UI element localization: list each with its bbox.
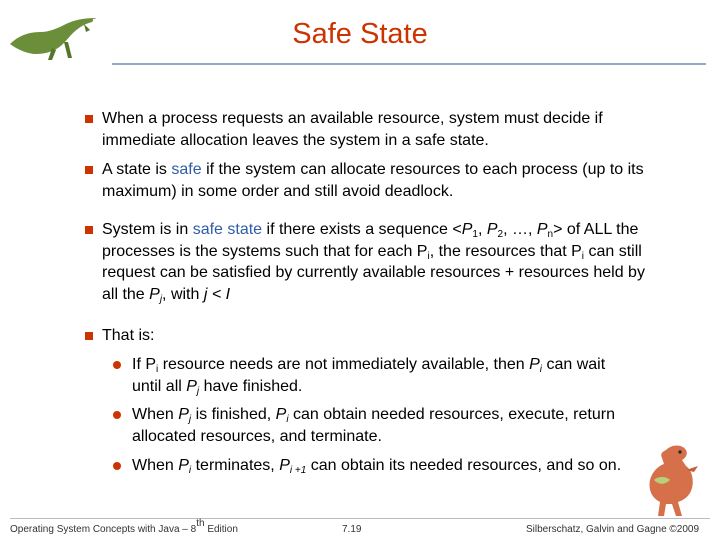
- round-bullet-icon: [113, 411, 121, 419]
- round-bullet-icon: [113, 361, 121, 369]
- square-bullet-icon: [85, 226, 93, 234]
- bullet-2-text: A state is safe if the system can allocate resources to each process (up to its maximum) in some order and still avoid deadlock.: [102, 161, 644, 200]
- bullet-1-text: When a process requests an available resource, system must decide if immediate allocation leaves the system in a safe state.: [102, 110, 603, 149]
- round-bullet-icon: [113, 462, 121, 470]
- term-safe-state: safe state: [192, 221, 263, 238]
- footer-left: Operating System Concepts with Java – 8th Edition: [10, 518, 238, 535]
- bullet-3-text: System is in safe state if there exists a sequence $<P_1$, $P_2$, …, $P_n>$ of ALL the processes is the systems such that for each $P_i$, the resources that $P_i$ can still request can be satisfied by currently available resources + resources held by all the $P_j$, with j < I: [102, 221, 645, 305]
- footer-divider: [10, 518, 710, 519]
- sub-bullet-2-text: When $P_j$ is finished, $P_i$ can obtain needed resources, execute, return allocated resources, and terminate.: [132, 406, 615, 445]
- footer-page-number: 7.19: [342, 524, 362, 535]
- dinosaur-mascot-icon: [636, 440, 704, 518]
- square-bullet-icon: [85, 166, 93, 174]
- square-bullet-icon: [85, 115, 93, 123]
- sub-bullet-3-text: When $P_i$ terminates, $P_{i +1}$ can obtain its needed resources, and so on.: [132, 457, 622, 476]
- bullet-4-text: That is:: [102, 327, 155, 344]
- term-safe: safe: [171, 161, 202, 178]
- sub-bullet-1-text: If $P_i$ resource needs are not immediately available, then $P_i$ can wait until all $P_j$ have finished.: [132, 356, 606, 397]
- title-divider: [112, 63, 706, 65]
- square-bullet-icon: [85, 332, 93, 340]
- footer-right: Silberschatz, Galvin and Gagne ©2009: [526, 524, 700, 535]
- slide-title: Safe State: [292, 18, 428, 50]
